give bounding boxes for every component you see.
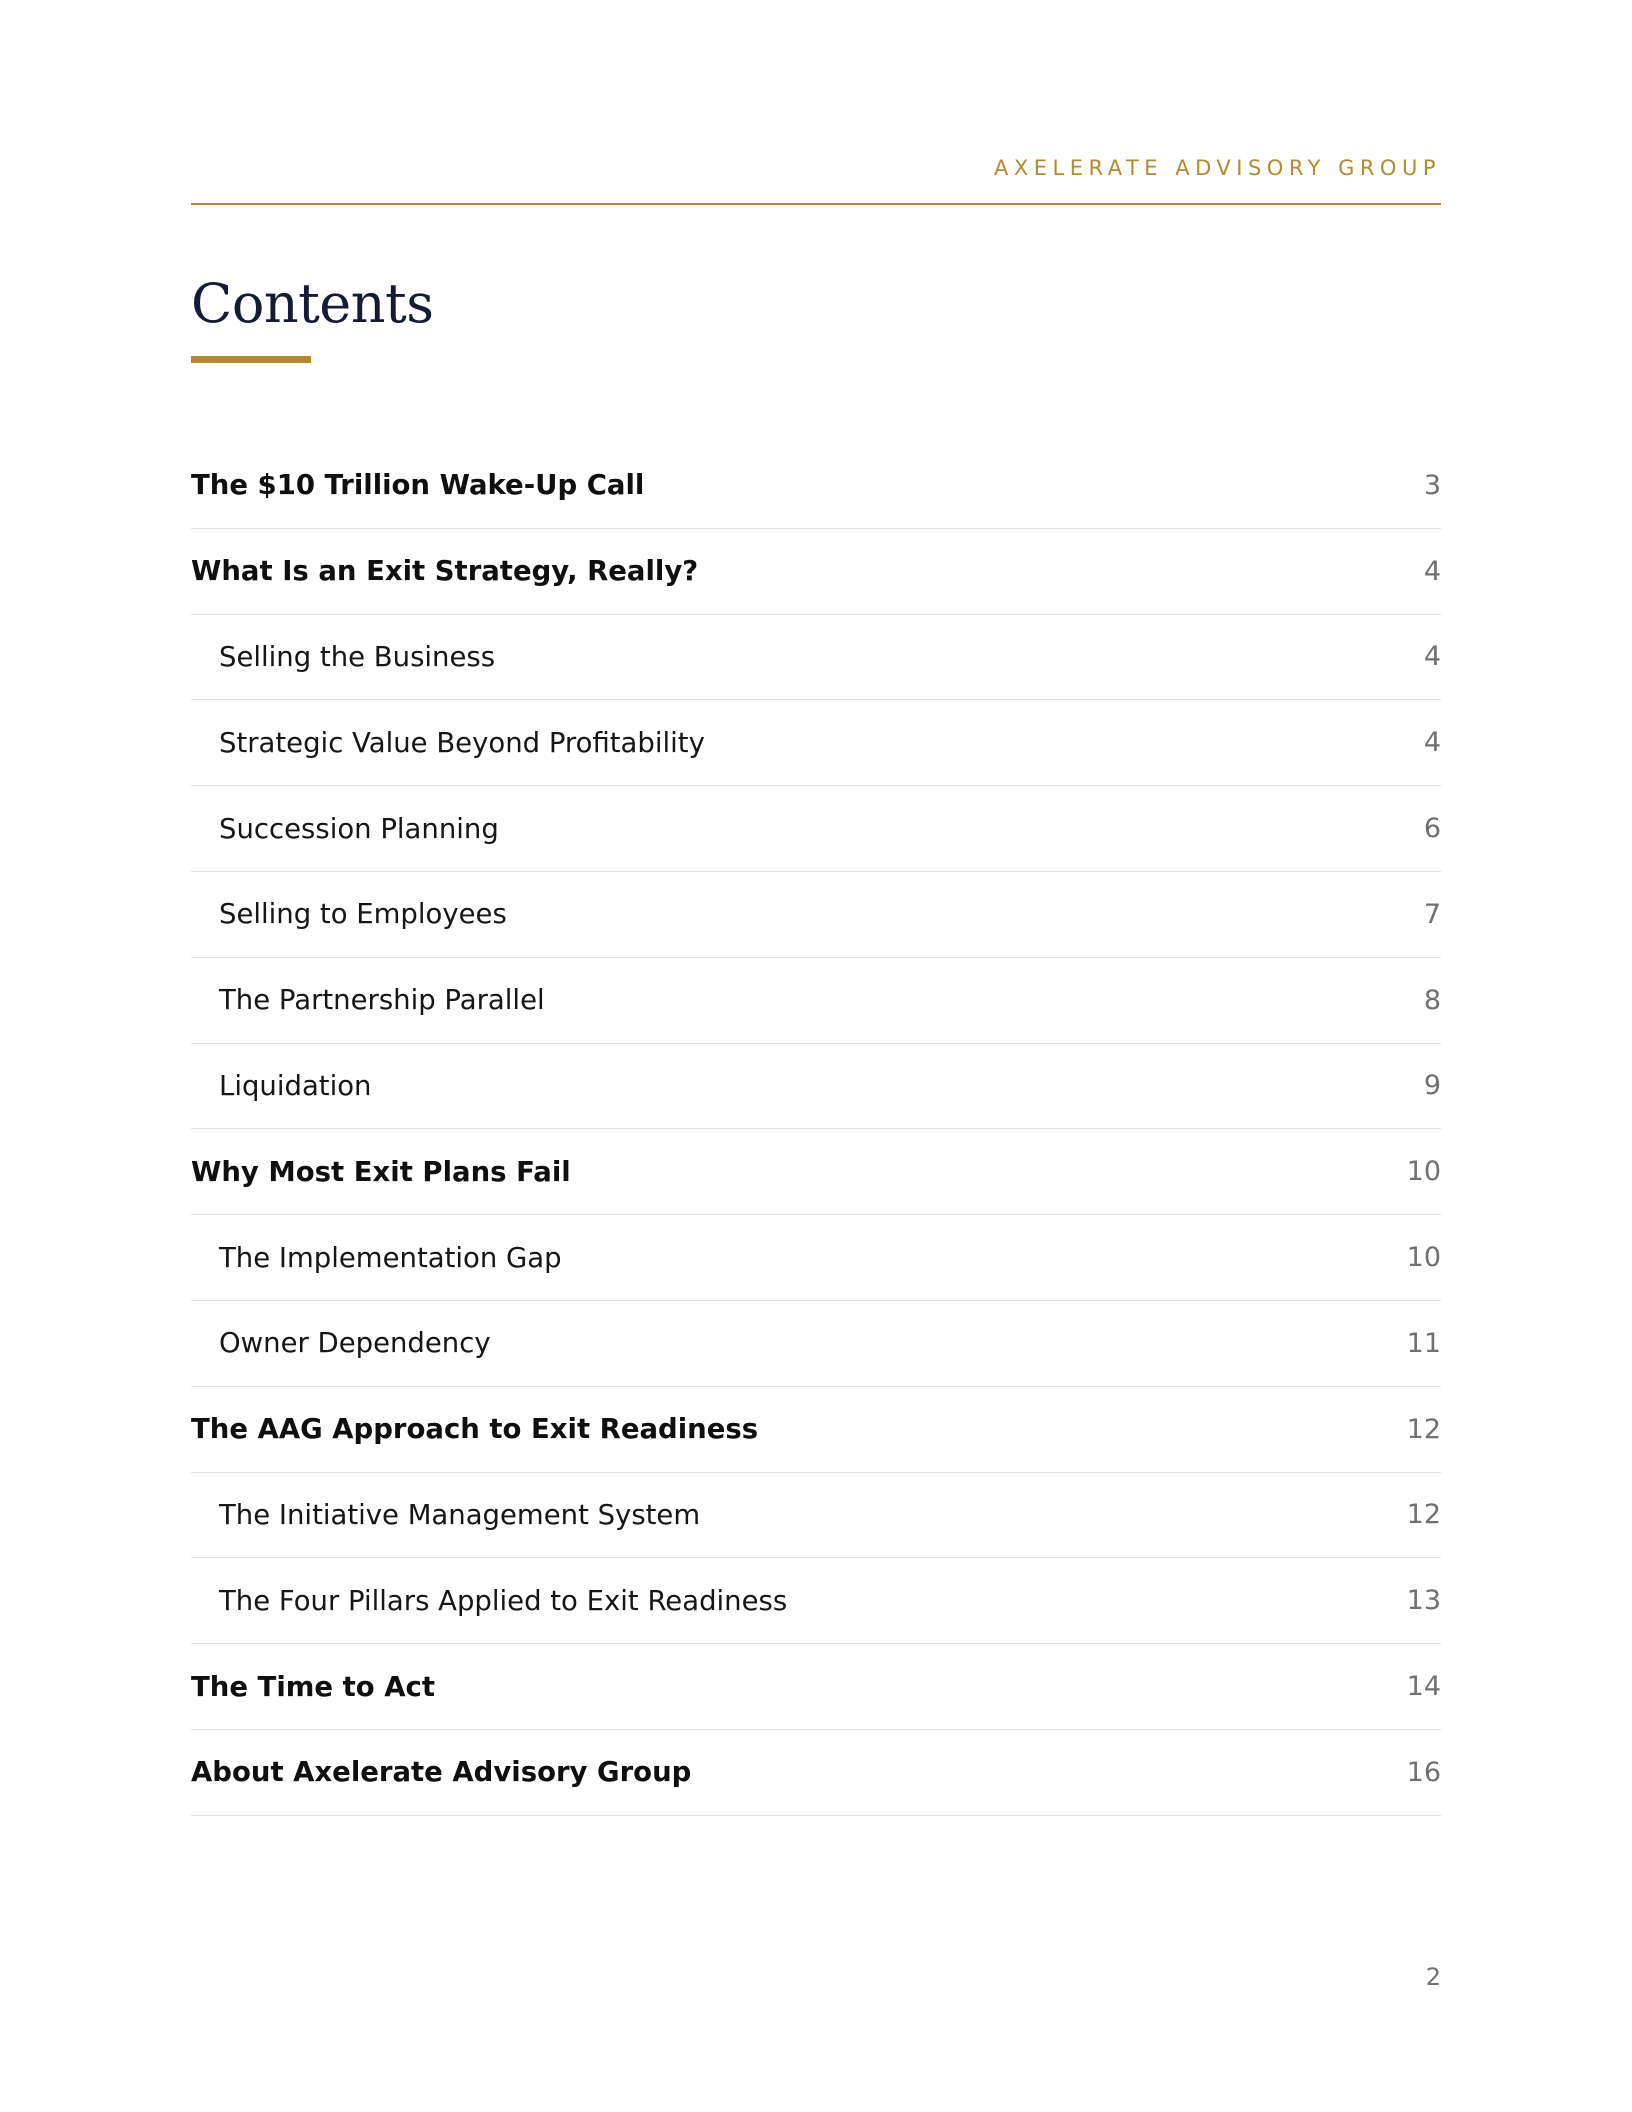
toc-subsection-entry[interactable] <box>191 1215 1441 1301</box>
toc-entry-label: The AAG Approach to Exit Readiness <box>191 1413 759 1446</box>
toc-subsection-entry[interactable] <box>191 786 1441 872</box>
toc-entry-label: Selling to Employees <box>219 898 507 931</box>
toc-entry-page-number: 8 <box>1423 984 1441 1016</box>
toc-section-entry[interactable] <box>191 443 1441 529</box>
toc-section-entry[interactable] <box>191 1129 1441 1215</box>
toc-entry-page-number: 4 <box>1423 555 1441 587</box>
table-of-contents <box>191 443 1441 1816</box>
toc-entry-page-number: 7 <box>1423 898 1441 930</box>
toc-entry-page-number: 4 <box>1423 641 1441 673</box>
toc-entry-page-number: 13 <box>1406 1585 1441 1617</box>
header-divider <box>191 203 1441 205</box>
toc-subsection-entry[interactable] <box>191 1558 1441 1644</box>
toc-entry-label: Succession Planning <box>219 812 499 845</box>
toc-entry-label: What Is an Exit Strategy, Really? <box>191 555 699 588</box>
toc-entry-label: Liquidation <box>219 1069 372 1102</box>
title-accent-bar <box>191 356 311 363</box>
page-title: Contents <box>191 272 434 335</box>
toc-section-entry[interactable] <box>191 1644 1441 1730</box>
toc-entry-page-number: 14 <box>1406 1671 1441 1703</box>
toc-entry-label: The Initiative Management System <box>219 1498 701 1531</box>
toc-entry-page-number: 3 <box>1423 469 1441 501</box>
document-page <box>191 0 1441 2112</box>
toc-entry-page-number: 4 <box>1423 727 1441 759</box>
toc-entry-page-number: 12 <box>1406 1499 1441 1531</box>
toc-subsection-entry[interactable] <box>191 1473 1441 1559</box>
toc-entry-label: The Partnership Parallel <box>219 984 545 1017</box>
toc-section-entry[interactable] <box>191 529 1441 615</box>
toc-entry-label: The Time to Act <box>191 1670 435 1703</box>
page-number: 2 <box>1425 1963 1441 1991</box>
toc-entry-page-number: 11 <box>1406 1327 1441 1359</box>
toc-entry-label: The Four Pillars Applied to Exit Readiness <box>219 1584 788 1617</box>
toc-entry-label: About Axelerate Advisory Group <box>191 1756 692 1789</box>
toc-entry-page-number: 10 <box>1406 1156 1441 1188</box>
toc-entry-page-number: 6 <box>1423 813 1441 845</box>
toc-entry-page-number: 10 <box>1406 1242 1441 1274</box>
toc-section-entry[interactable] <box>191 1730 1441 1816</box>
toc-subsection-entry[interactable] <box>191 1044 1441 1130</box>
toc-section-entry[interactable] <box>191 1387 1441 1473</box>
toc-entry-label: Why Most Exit Plans Fail <box>191 1155 571 1188</box>
toc-entry-label: Selling the Business <box>219 640 496 673</box>
toc-entry-page-number: 12 <box>1406 1413 1441 1445</box>
toc-entry-label: Owner Dependency <box>219 1327 491 1360</box>
toc-entry-page-number: 9 <box>1423 1070 1441 1102</box>
toc-entry-label: The $10 Trillion Wake-Up Call <box>191 469 645 502</box>
toc-subsection-entry[interactable] <box>191 700 1441 786</box>
toc-entry-label: The Implementation Gap <box>219 1241 562 1274</box>
toc-subsection-entry[interactable] <box>191 958 1441 1044</box>
header-brand: AXELERATE ADVISORY GROUP <box>994 156 1441 180</box>
toc-subsection-entry[interactable] <box>191 872 1441 958</box>
toc-subsection-entry[interactable] <box>191 1301 1441 1387</box>
toc-entry-page-number: 16 <box>1406 1756 1441 1788</box>
toc-entry-label: Strategic Value Beyond Profitability <box>219 726 705 759</box>
toc-subsection-entry[interactable] <box>191 615 1441 701</box>
